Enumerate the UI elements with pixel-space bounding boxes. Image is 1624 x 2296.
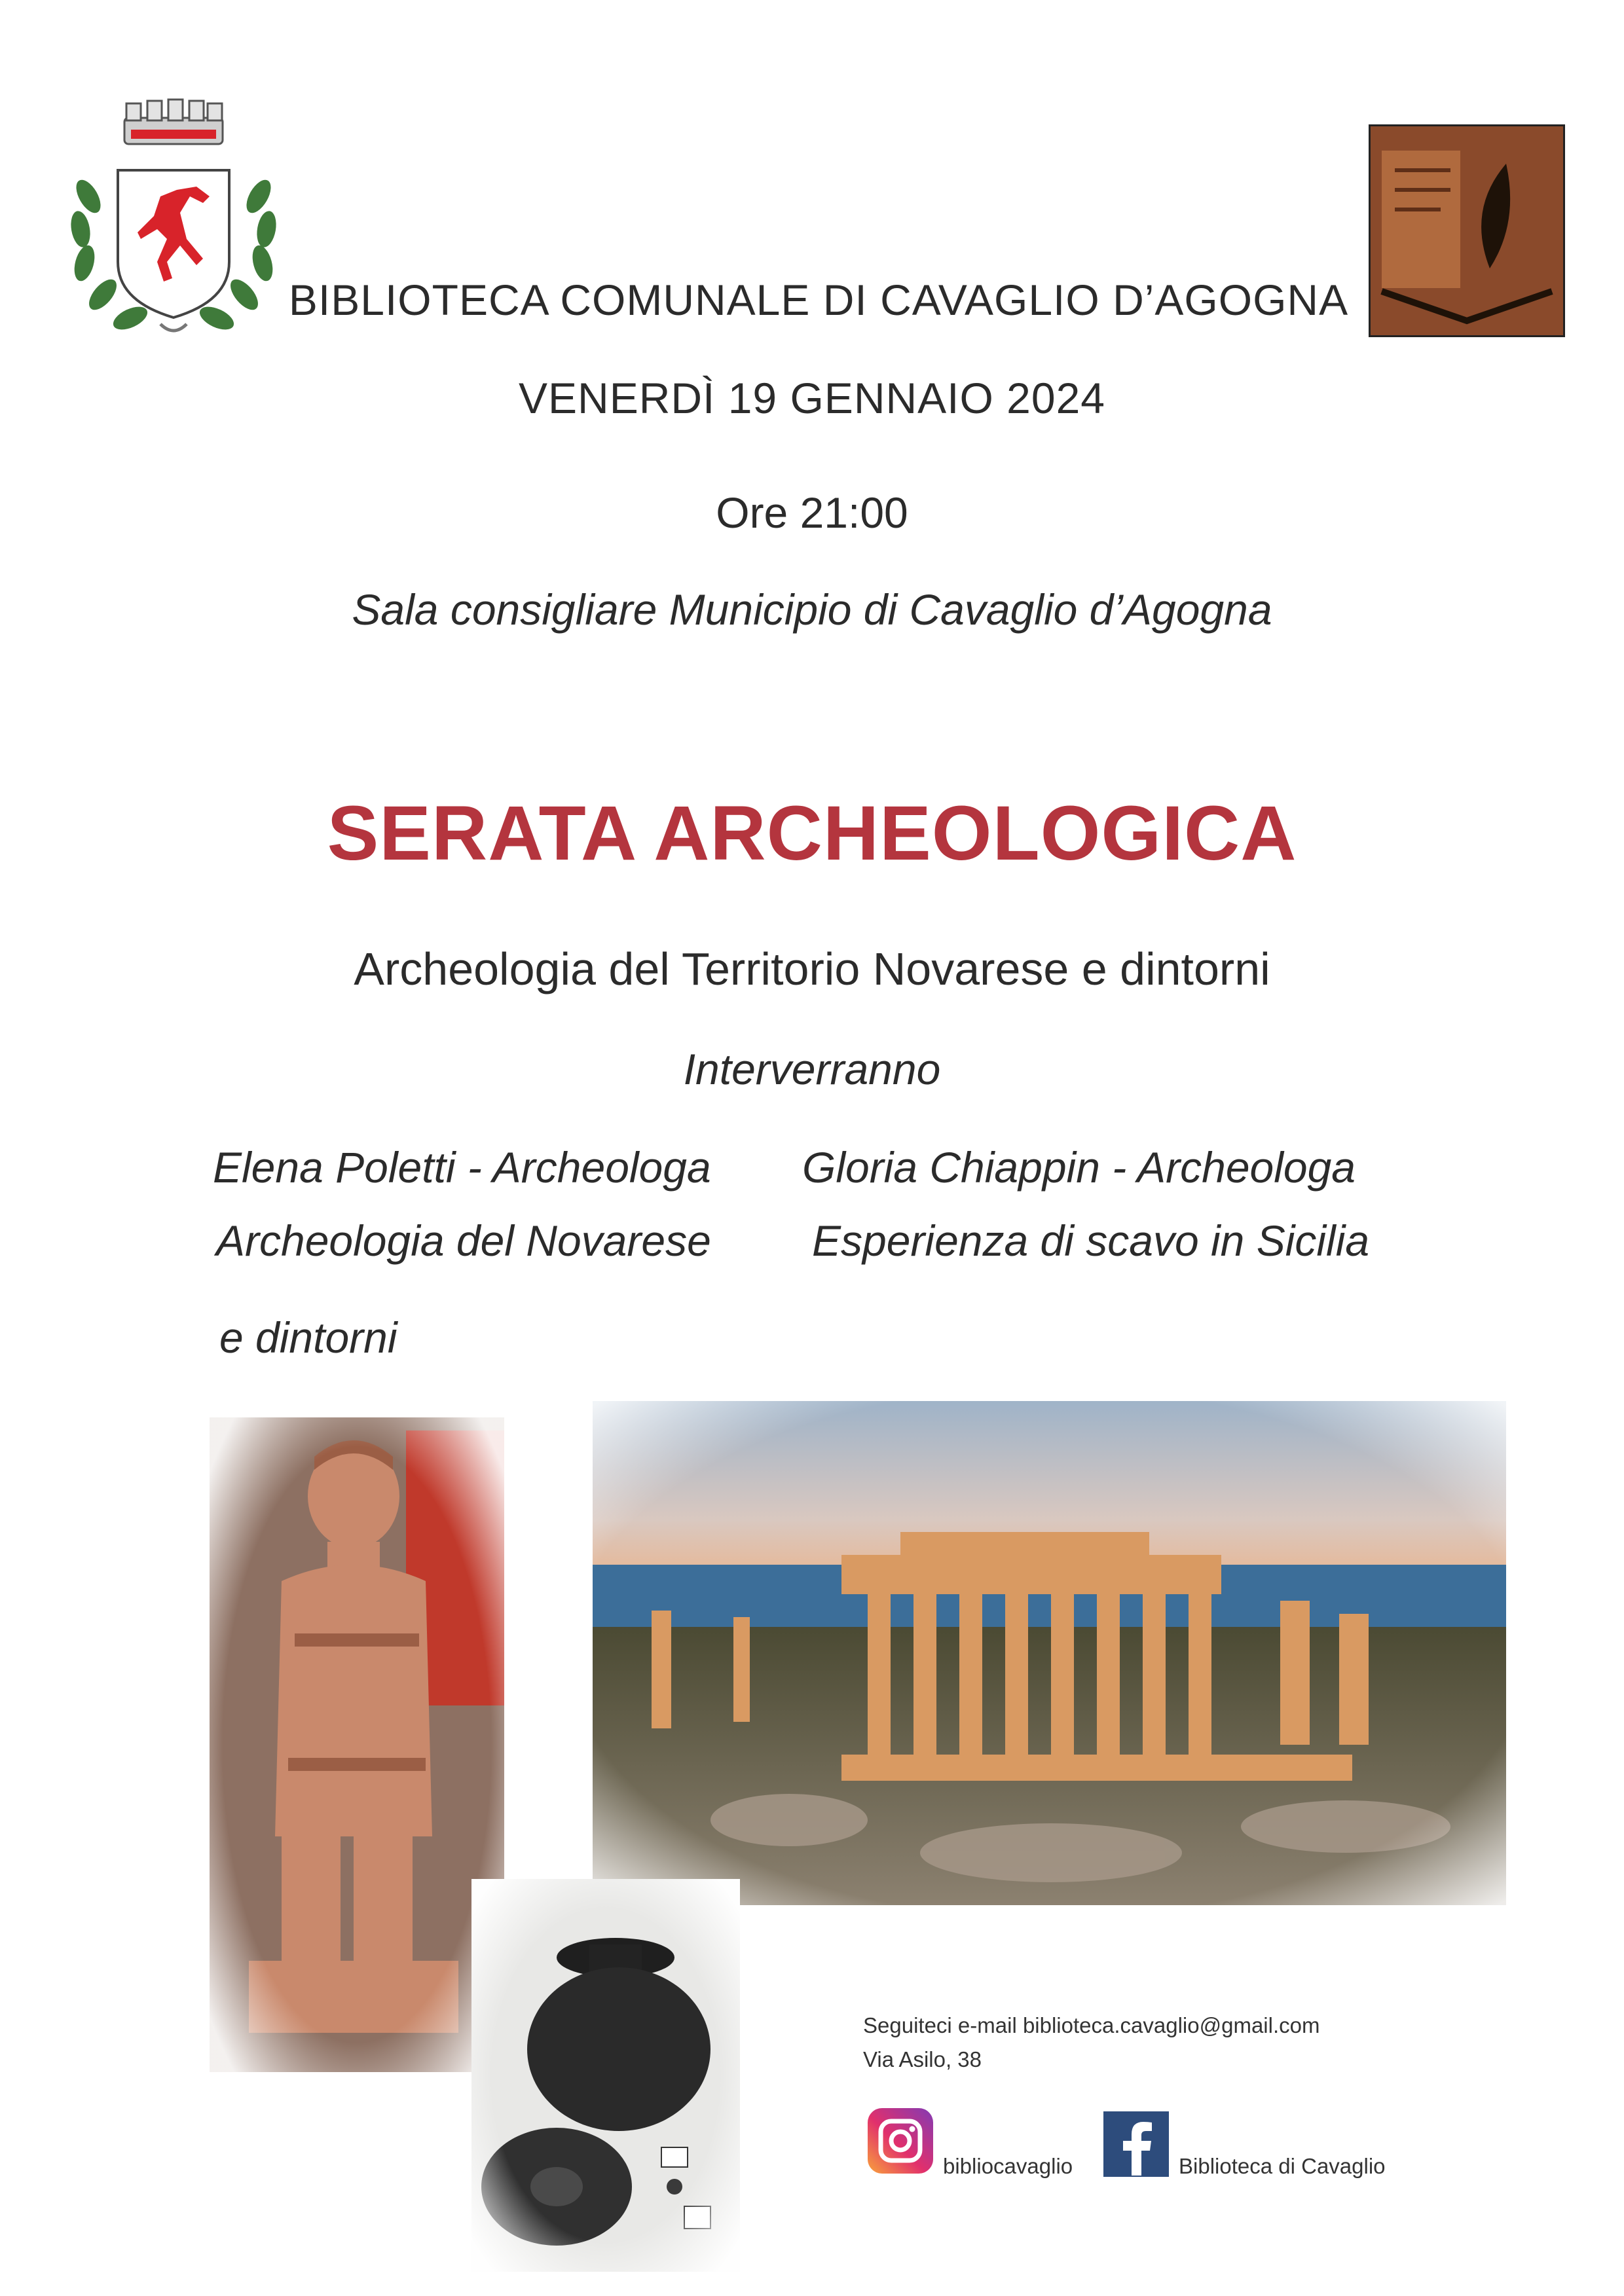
library-name: BIBLIOTECA COMUNALE DI CAVAGLIO D’AGOGNA [288,276,1349,324]
speaker-1-topic-continued: e dintorni [219,1313,397,1362]
event-date: VENERDÌ 19 GENNAIO 2024 [518,374,1106,422]
event-venue: Sala consigliare Municipio di Cavaglio d’Agogna [352,585,1272,634]
event-time: Ore 21:00 [716,488,908,537]
speaker-1-name: Elena Poletti - Archeologa [213,1143,711,1192]
page-title: SERATA ARCHEOLOGICA [327,790,1297,877]
speaker-2-name: Gloria Chiappin - Archeologa [802,1143,1356,1192]
facebook-page-name: Biblioteca di Cavaglio [1179,2154,1386,2178]
pottery-photo [471,1879,740,2272]
speaker-1-topic: Archeologia del Novarese [216,1216,711,1265]
speaker-2-topic: Esperienza di scavo in Sicilia [812,1216,1370,1265]
facebook-icon [1103,2111,1169,2177]
contact-address: Via Asilo, 38 [863,2047,982,2071]
municipal-crest-logo [62,98,285,354]
terracotta-statue-photo [210,1417,504,2072]
event-subtitle: Archeologia del Territorio Novarese e dintorni [354,943,1270,994]
greek-temple-photo [593,1401,1506,1905]
library-logo [1369,124,1565,337]
contact-email: Seguiteci e-mail biblioteca.cavaglio@gmail.com [863,2013,1320,2037]
instagram-handle: bibliocavaglio [943,2154,1073,2178]
crown-icon [124,100,223,144]
speakers-intro: Interverranno [683,1045,941,1093]
instagram-icon [868,2108,933,2174]
